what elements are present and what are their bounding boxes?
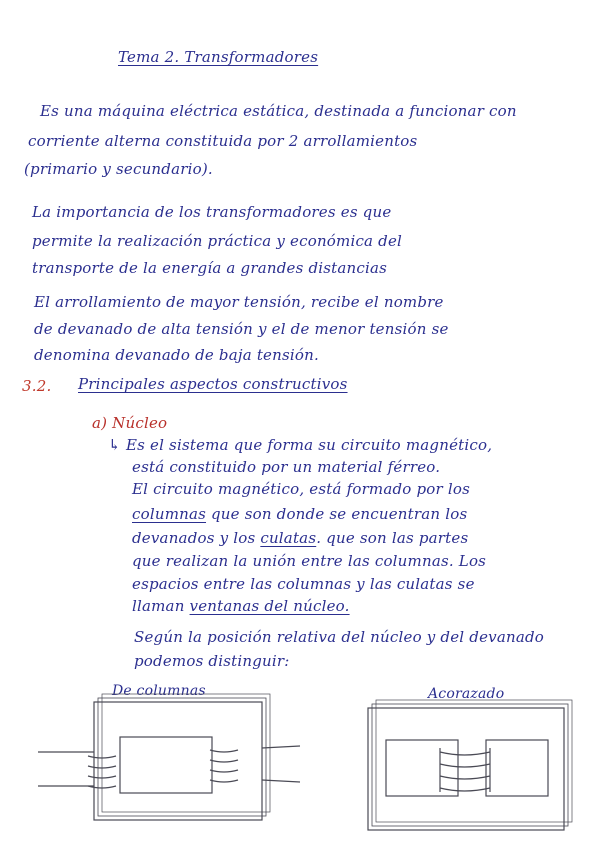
importance-line-1: La importancia de los transformadores es que xyxy=(32,203,392,221)
term-culatas: culatas xyxy=(260,529,317,547)
importance-line-2: permite la realización práctica y económica del xyxy=(32,232,403,250)
core-window xyxy=(120,737,212,793)
secondary-coil xyxy=(210,750,238,782)
position-line-1: Según la posición relativa del núcleo y del devanado xyxy=(134,628,544,646)
winding-line-1: El arrollamiento de mayor tensión, recibe el nombre xyxy=(34,293,444,311)
nucleo-line-2: está constituido por un material férreo. xyxy=(132,458,441,476)
core-outer-frame xyxy=(94,702,262,820)
term-ventanas: ventanas del núcleo. xyxy=(189,597,350,615)
position-line-2: podemos distinguir: xyxy=(134,652,290,670)
secondary-lead-bottom xyxy=(262,780,300,782)
intro-line-1: Es una máquina eléctrica estática, destinada a funcionar con xyxy=(40,102,517,120)
subsection-arrow: ↳ xyxy=(108,436,121,454)
magnetic-line-1: El circuito magnético, está formado por los xyxy=(132,480,470,498)
winding-line-3: denomina devanado de baja tensión. xyxy=(34,346,319,364)
shell-outer-frame-shadow xyxy=(372,704,568,826)
core-outer-frame-shadow xyxy=(98,698,266,816)
magnetic-line-4: que realizan la unión entre las columnas. Los xyxy=(132,552,487,570)
winding-line-2: de devanado de alta tensión y el de menor tensión se xyxy=(34,320,449,338)
shell-outer-frame xyxy=(368,708,564,830)
shell-window-right xyxy=(486,740,548,796)
magnetic-line-3-pre: devanados y los xyxy=(132,529,256,547)
core-outer-frame-shadow-2 xyxy=(102,694,270,812)
intro-line-3: (primario y secundario). xyxy=(24,160,213,178)
diagram-label-columnas: De columnas xyxy=(112,683,206,699)
magnetic-line-5: espacios entre las columnas y las culatas se xyxy=(132,575,475,593)
magnetic-line-6-pre: llaman xyxy=(132,597,185,615)
shell-coil xyxy=(440,752,490,791)
core-type-sketch xyxy=(38,694,300,820)
shell-outer-frame-shadow-2 xyxy=(376,700,572,822)
shell-type-sketch xyxy=(368,700,572,830)
intro-line-2: corriente alterna constituida por 2 arrollamientos xyxy=(28,132,418,150)
secondary-lead-top xyxy=(262,746,300,748)
magnetic-line-2-rest: que son donde se encuentran los xyxy=(210,505,468,523)
page-title: Tema 2. Transformadores xyxy=(118,48,319,66)
section-title: Principales aspectos constructivos xyxy=(78,375,348,393)
magnetic-line-3-rest: . que son las partes xyxy=(316,529,469,547)
diagram-label-acorazado: Acorazado xyxy=(428,686,505,702)
section-number: 3.2. xyxy=(22,377,52,395)
term-columnas: columnas xyxy=(132,505,207,523)
shell-window-left xyxy=(386,740,458,796)
nucleo-line-1: Es el sistema que forma su circuito magnético, xyxy=(126,436,493,454)
importance-line-3: transporte de la energía a grandes distancias xyxy=(32,259,388,277)
subsection-label: a) Núcleo xyxy=(92,414,168,432)
